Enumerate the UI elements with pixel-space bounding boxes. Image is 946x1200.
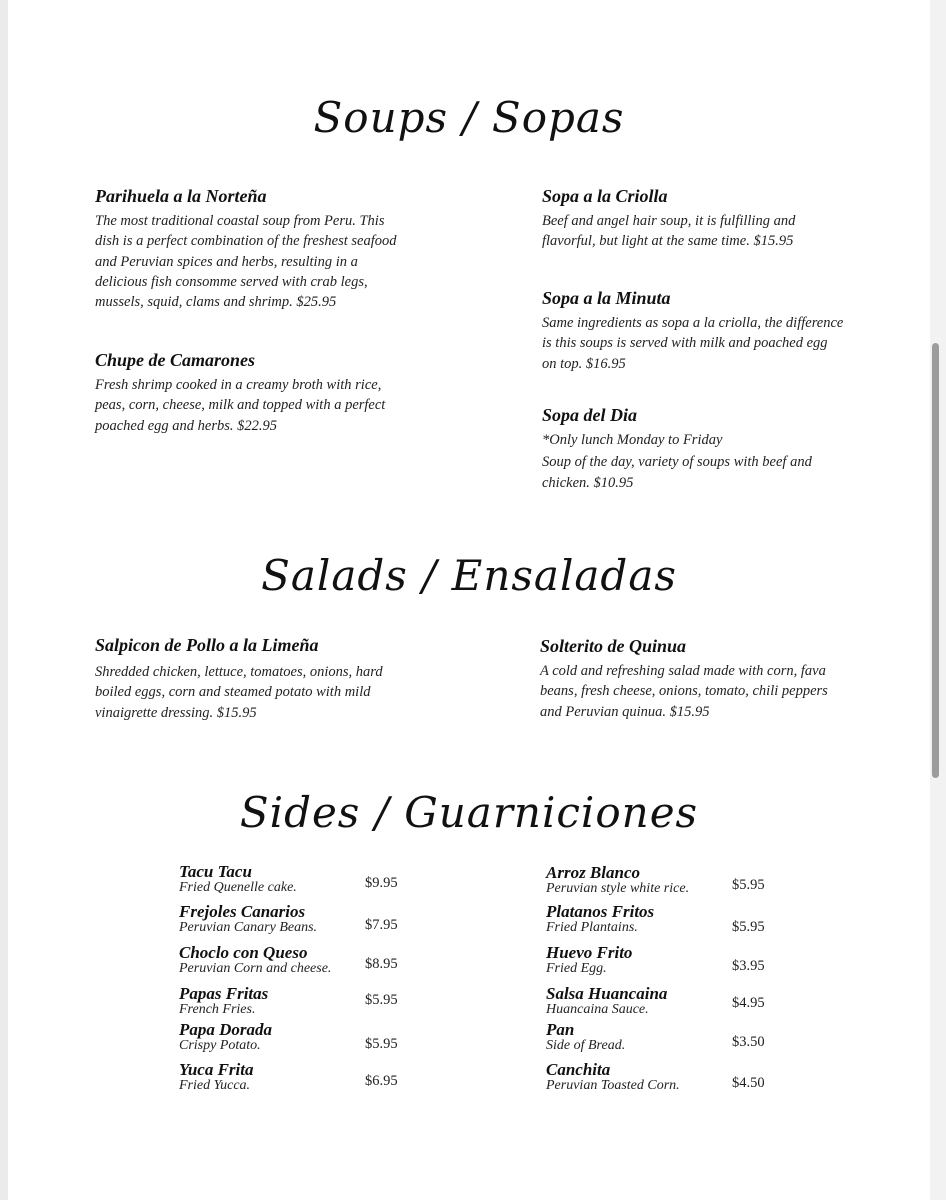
side-item-description: Fried Quenelle cake. [179, 880, 297, 895]
menu-item-name: Parihuela a la Norteña [95, 186, 267, 206]
description-line: Fresh shrimp cooked in a creamy broth with rice, [95, 377, 382, 393]
side-item-description: Peruvian Canary Beans. [179, 920, 318, 935]
description-line: mussels, squid, clams and shrimp. $25.95 [95, 294, 337, 311]
side-item-description: Huancaina Sauce. [546, 1002, 649, 1017]
description-line: poached egg and herbs. $22.95 [95, 417, 278, 434]
description-line: vinaigrette dressing. $15.95 [95, 704, 257, 721]
description-line: The most traditional coastal soup from Peru. This [95, 213, 385, 229]
side-item-description: Peruvian style white rice. [546, 881, 690, 896]
side-item-name: Platanos Fritos [546, 902, 655, 921]
salad-item-salpicon [95, 634, 425, 723]
soup-item-chupe [95, 349, 425, 436]
menu-item-name: Chupe de Camarones [95, 350, 256, 370]
soup-item-parihuela [95, 185, 425, 312]
description-line: beans, fresh cheese, onions, tomato, chili peppers [540, 683, 828, 700]
scrollbar-thumb[interactable] [932, 343, 939, 778]
soup-item-minuta [542, 287, 872, 374]
side-item-name: Canchita [546, 1060, 611, 1079]
description-line: A cold and refreshing salad made with corn, fava [540, 663, 826, 679]
description-line: on top. $16.95 [542, 355, 626, 372]
side-item-price: $5.95 [732, 877, 765, 893]
menu-item-description [542, 313, 872, 374]
salads-section-title: Salads / Ensaladas [261, 551, 677, 600]
side-item-description: Fried Plantains. [546, 920, 638, 935]
side-item-price: $5.95 [365, 992, 398, 1008]
description-line: Shredded chicken, lettuce, tomatoes, onions, hard [95, 664, 383, 680]
side-item-name: Papa Dorada [179, 1020, 273, 1039]
description-line: delicious fish consomme served with crab legs, [95, 273, 368, 290]
side-item-price: $5.95 [732, 919, 765, 935]
menu-item-name: Sopa del Dia [542, 405, 638, 425]
side-item-price: $8.95 [365, 956, 398, 972]
side-item-description: Fried Egg. [546, 961, 607, 976]
description-line: is this soups is served with milk and poached egg [542, 335, 828, 352]
description-line: and Peruvian spices and herbs, resulting in a [95, 253, 358, 270]
salad-item-solterito [540, 635, 870, 722]
side-item-name: Tacu Tacu [179, 862, 252, 881]
menu-item-description [95, 662, 425, 723]
side-item-name: Pan [546, 1020, 575, 1039]
description-line: chicken. $10.95 [542, 474, 634, 491]
side-item-description: French Fries. [179, 1002, 256, 1017]
side-item-price: $7.95 [365, 917, 398, 933]
menu-item-description [95, 211, 425, 312]
soups-section-title: Soups / Sopas [313, 93, 625, 142]
side-item-name: Huevo Frito [546, 943, 633, 962]
side-item-name: Choclo con Queso [179, 943, 308, 962]
menu-item-name: Salpicon de Pollo a la Limeña [95, 635, 319, 655]
menu-item-description [542, 211, 872, 252]
side-item-price: $3.50 [732, 1034, 765, 1050]
side-item-description: Side of Bread. [546, 1038, 626, 1053]
sides-section-title: Sides / Guarniciones [239, 788, 699, 837]
menu-item-name: Sopa a la Minuta [542, 288, 671, 308]
menu-item-description [540, 661, 870, 722]
soup-item-del-dia [542, 404, 872, 493]
side-item-price: $5.95 [365, 1036, 398, 1052]
menu-page [8, 0, 930, 1200]
side-item-price: $4.50 [732, 1075, 765, 1091]
menu-item-description [95, 375, 425, 436]
side-item-name: Frejoles Canarios [179, 902, 306, 921]
side-item-name: Yuca Frita [179, 1060, 254, 1079]
side-item-price: $4.95 [732, 995, 765, 1011]
description-line: boiled eggs, corn and steamed potato with mild [95, 684, 371, 701]
side-item-name: Salsa Huancaina [546, 984, 668, 1003]
side-item-price: $3.95 [732, 958, 765, 974]
description-line: flavorful, but light at the same time. $15.95 [542, 233, 794, 250]
side-item-name: Papas Fritas [179, 984, 269, 1003]
side-item-price: $9.95 [365, 875, 398, 891]
soup-item-criolla [542, 185, 872, 252]
side-item-name: Arroz Blanco [546, 863, 640, 882]
description-line: Same ingredients as sopa a la criolla, the difference [542, 315, 844, 331]
description-line: Beef and angel hair soup, it is fulfilling and [542, 213, 796, 229]
description-line: peas, corn, cheese, milk and topped with a perfect [95, 397, 386, 414]
description-line: dish is a perfect combination of the freshest seafood [95, 233, 397, 250]
side-item-price: $6.95 [365, 1073, 398, 1089]
menu-item-description [542, 430, 872, 493]
side-item-description: Peruvian Corn and cheese. [179, 961, 332, 976]
menu-item-name: Sopa a la Criolla [542, 186, 668, 206]
description-line: and Peruvian quinua. $15.95 [540, 703, 710, 720]
menu-item-name: Solterito de Quinua [540, 636, 687, 656]
side-item-description: Peruvian Toasted Corn. [546, 1078, 680, 1093]
description-line: Soup of the day, variety of soups with beef and [542, 454, 812, 471]
side-item-description: Fried Yucca. [179, 1078, 251, 1093]
side-item-description: Crispy Potato. [179, 1038, 261, 1053]
description-line: *Only lunch Monday to Friday [542, 432, 723, 448]
